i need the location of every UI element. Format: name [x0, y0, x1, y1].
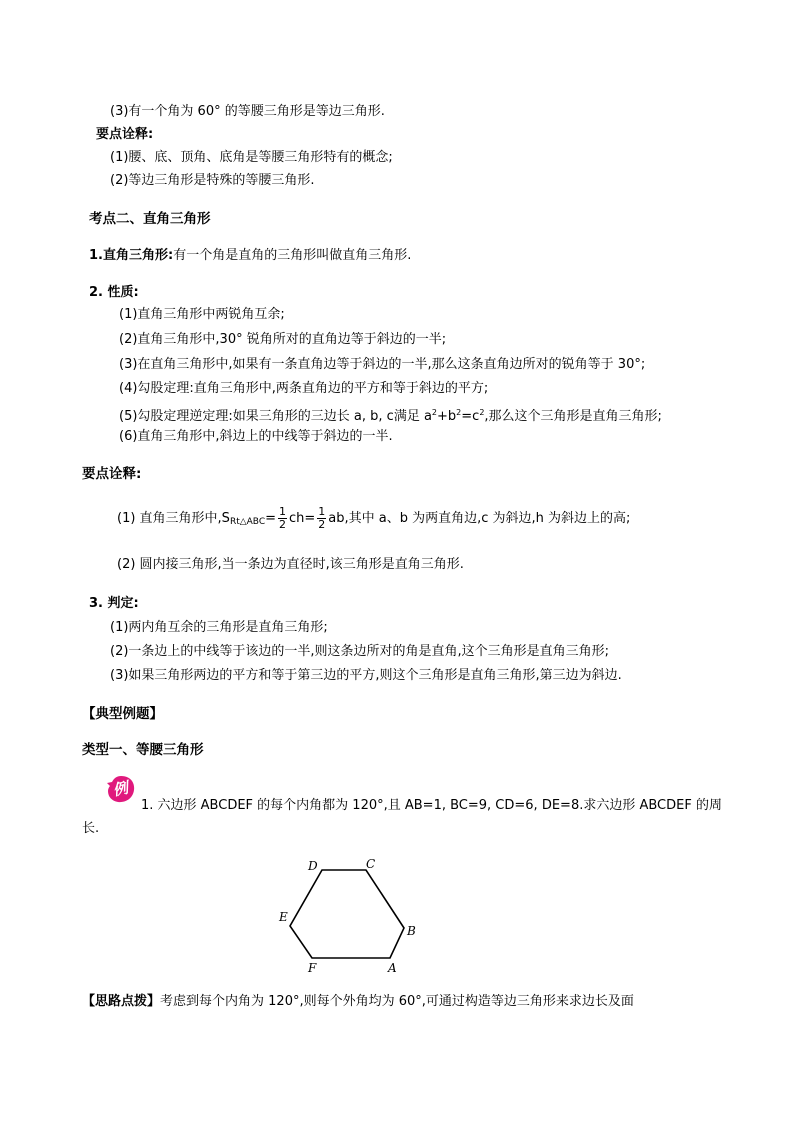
property-5-sup2: 2 — [456, 408, 462, 417]
section-title-right-triangle: 考点二、直角三角形 — [89, 211, 211, 227]
criterion-3: (3)如果三角形两边的平方和等于第三边的平方,则这个三角形是直角三角形,第三边为斜边. — [110, 668, 622, 683]
property-1: (1)直角三角形中两锐角互余; — [119, 307, 285, 322]
property-6: (6)直角三角形中,斜边上的中线等于斜边的一半. — [119, 429, 393, 444]
criteria-title: 3. 判定: — [89, 596, 139, 611]
hexagon-shape — [290, 870, 404, 958]
property-5-after: ,那么这个三角形是直角三角形; — [484, 409, 662, 424]
fraction-half-2-den: 2 — [318, 518, 326, 531]
criterion-1: (1)两内角互余的三角形是直角三角形; — [110, 620, 328, 635]
note-1-1: (1)腰、底、顶角、底角是等腰三角形特有的概念; — [110, 150, 393, 165]
label-A: A — [388, 961, 397, 975]
label-E: E — [279, 910, 288, 924]
example-badge-text: 例 — [111, 778, 130, 800]
problem-line-1: 1. 六边形 ABCDEF 的每个内角都为 120°,且 AB=1, BC=9, CD=6, DE=8.求六边形 ABCDEF 的周 — [141, 798, 722, 813]
fraction-half-1-den: 2 — [279, 518, 287, 531]
fraction-half-1 — [278, 506, 287, 531]
fraction-half-1-num: 1 — [279, 505, 287, 518]
note-2-1-middle: ch= — [289, 511, 316, 526]
property-5 — [119, 404, 662, 426]
label-D: D — [308, 859, 318, 873]
label-C: C — [366, 857, 376, 871]
note-1-2: (2)等边三角形是特殊的等腰三角形. — [110, 173, 315, 188]
fraction-half-2-num: 1 — [318, 505, 326, 518]
type-1-title: 类型一、等腰三角形 — [82, 742, 204, 758]
note-2-1 — [117, 505, 630, 536]
definition-label: 1.直角三角形: — [89, 248, 174, 263]
hint-text: 考虑到每个内角为 120°,则每个外角均为 60°,可通过构造等边三角形来求边长及面 — [160, 994, 634, 1009]
note-2-1-prefix: (1) 直角三角形中,S — [117, 511, 230, 526]
property-4: (4)勾股定理:直角三角形中,两条直角边的平方和等于斜边的平方; — [119, 381, 489, 396]
typical-examples-title: 【典型例题】 — [82, 706, 163, 722]
property-5-mid1: +b — [437, 409, 457, 424]
isosceles-property-3: (3)有一个角为 60° 的等腰三角形是等边三角形. — [110, 104, 385, 119]
criterion-2: (2)一条边上的中线等于该边的一半,则这条边所对的角是直角,这个三角形是直角三角形; — [110, 644, 610, 659]
label-F: F — [308, 961, 317, 975]
fraction-half-2 — [317, 506, 326, 531]
notes-title-1: 要点诠释: — [96, 127, 154, 142]
problem-line-2: 长. — [82, 821, 100, 836]
note-2-2: (2) 圆内接三角形,当一条边为直径时,该三角形是直角三角形. — [117, 557, 464, 572]
properties-title: 2. 性质: — [89, 285, 139, 300]
property-5-sup1: 2 — [431, 408, 438, 417]
hint-label: 【思路点拨】 — [82, 994, 161, 1009]
note-2-1-subscript: Rt△ABC — [229, 517, 266, 527]
property-5-before: (5)勾股定理逆定理:如果三角形的三边长 a, b, c满足 a — [119, 409, 432, 424]
example-badge — [106, 774, 136, 804]
hexagon-figure — [270, 848, 430, 982]
property-3: (3)在直角三角形中,如果有一条直角边等于斜边的一半,那么这条直角边所对的锐角等于 30°; — [119, 357, 646, 372]
property-5-sup3: 2 — [479, 408, 485, 417]
definition-line — [89, 247, 411, 265]
note-2-1-eq: = — [265, 511, 277, 526]
note-2-1-suffix: ab,其中 a、b 为两直角边,c 为斜边,h 为斜边上的高; — [328, 511, 631, 526]
property-5-mid2: =c — [461, 409, 480, 424]
hint-line — [82, 993, 634, 1011]
definition-text: 有一个角是直角的三角形叫做直角三角形. — [173, 248, 412, 263]
property-2: (2)直角三角形中,30° 锐角所对的直角边等于斜边的一半; — [119, 332, 447, 347]
label-B: B — [407, 924, 416, 938]
notes-title-2: 要点诠释: — [82, 466, 142, 482]
